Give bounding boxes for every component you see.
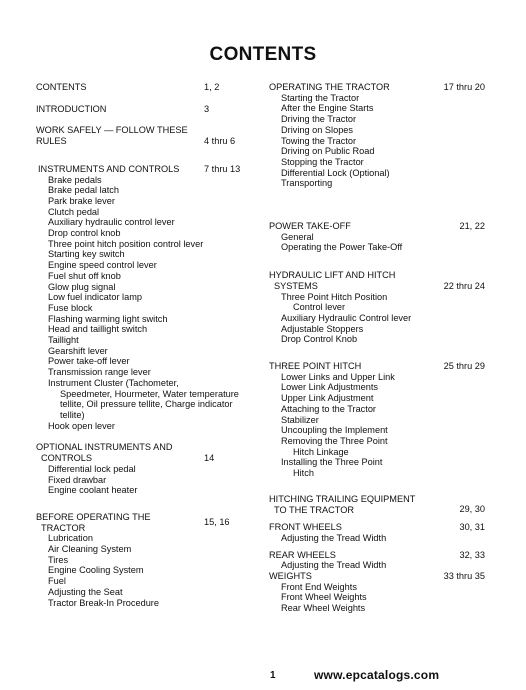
toc-subitem-cont: Hitch [293, 468, 314, 479]
toc-pages: 14 [204, 453, 215, 464]
toc-subitem: Drop control knob [48, 228, 121, 239]
toc-subitem: Lower Links and Upper Link [281, 371, 395, 382]
toc-subitem: Removing the Three Point [281, 435, 388, 446]
toc-pages: 25 thru 29 [443, 361, 485, 372]
toc-subitems [48, 533, 262, 608]
toc-subitem: Head and taillight switch [48, 324, 148, 335]
toc-subitem: Lubrication [48, 533, 93, 544]
toc-subitem: Front Wheel Weights [281, 592, 367, 603]
toc-heading: HYDRAULIC LIFT AND HITCH [269, 270, 396, 281]
toc-heading: CONTENTS [36, 82, 87, 92]
toc-subitem: Fuel [48, 576, 66, 587]
toc-subitem: Power take-off lever [48, 356, 130, 367]
toc-pages: 30, 31 [459, 522, 485, 533]
toc-subitem: Operating the Power Take-Off [281, 242, 403, 253]
toc-subitems [281, 533, 491, 544]
toc-subitem: Adjusting the Seat [48, 586, 123, 597]
toc-entry-hydraulic [269, 270, 491, 345]
toc-subitem: Engine coolant heater [48, 485, 138, 496]
toc-subitem: Flashing warming light switch [48, 313, 168, 324]
toc-subitem: Three point hitch position control lever [48, 238, 204, 249]
toc-pages: 33 thru 35 [443, 571, 485, 582]
toc-subitem: Upper Link Adjustment [281, 393, 374, 404]
toc-subitems [48, 464, 262, 496]
toc-heading: BEFORE OPERATING THE [36, 511, 151, 522]
toc-subitem: Park brake lever [48, 195, 115, 206]
toc-subitem: Driving the Tractor [281, 114, 357, 125]
toc-subitem: Engine Cooling System [48, 565, 144, 576]
toc-heading-cont: TO THE TRACTOR [274, 504, 354, 515]
toc-subitem: Starting key switch [48, 249, 125, 260]
toc-entry-contents [36, 82, 262, 93]
toc-subitem: Transmission range lever [48, 367, 151, 378]
toc-entry-rear-wheels [269, 550, 491, 571]
toc-subitems [281, 93, 491, 189]
toc-subitems [281, 232, 491, 253]
toc-entry-operating [269, 82, 491, 189]
toc-pages: 22 thru 24 [443, 280, 485, 291]
toc-subitem: Tires [48, 554, 69, 565]
toc-heading: INTRODUCTION [36, 103, 107, 114]
toc-entry-hitching [269, 494, 491, 515]
toc-entry-introduction [36, 104, 262, 115]
toc-subitem-cont: Control lever [293, 302, 346, 313]
toc-entry-before-operating [36, 512, 262, 608]
toc-subitem: Stabilizer [281, 414, 319, 425]
toc-heading: THREE POINT HITCH [269, 361, 362, 372]
toc-heading: POWER TAKE-OFF [269, 221, 351, 232]
toc-subitems [48, 175, 262, 432]
toc-subitem: Installing the Three Point [281, 457, 383, 468]
toc-subitem: Lower Link Adjustments [281, 382, 379, 393]
toc-heading: REAR WHEELS [269, 549, 336, 560]
toc-subitem: Low fuel indicator lamp [48, 292, 142, 303]
toc-pages: 32, 33 [459, 549, 485, 560]
toc-subitem: Gearshift lever [48, 345, 108, 356]
toc-pages: 29, 30 [459, 504, 485, 515]
toc-subitem: Instrument Cluster (Tachometer, [48, 377, 179, 388]
toc-subitem: Auxiliary hydraulic control lever [48, 217, 175, 228]
toc-subitem: After the Engine Starts [281, 103, 374, 114]
toc-subitem: Transporting [281, 178, 333, 189]
toc-subitem: Brake pedals [48, 174, 102, 185]
toc-heading: OPTIONAL INSTRUMENTS AND [36, 442, 173, 453]
toc-subitem: Adjusting the Tread Width [281, 532, 387, 543]
toc-entry-work-safely [36, 125, 262, 146]
toc-pages: 1, 2 [204, 82, 220, 92]
toc-subitem: Starting the Tractor [281, 92, 360, 103]
toc-subitem: Differential lock pedal [48, 463, 136, 474]
toc-heading-cont: RULES [36, 136, 67, 147]
toc-subitem: Differential Lock (Optional) [281, 167, 390, 178]
toc-pages: 21, 22 [459, 221, 485, 232]
toc-subitem: Uncoupling the Implement [281, 425, 388, 436]
toc-pages: 7 thru 13 [204, 163, 241, 174]
toc-subitem-cont: tellite) [60, 409, 85, 420]
toc-entry-optional [36, 442, 262, 496]
toc-subitem: Drop Control Knob [281, 334, 358, 345]
toc-heading: WEIGHTS [269, 571, 312, 582]
toc-subitem: Fuel shut off knob [48, 270, 121, 281]
toc-subitem: Clutch pedal [48, 206, 100, 217]
watermark-url: www.epcatalogs.com [314, 668, 440, 682]
toc-subitem: Stopping the Tractor [281, 156, 364, 167]
toc-subitem: Towing the Tractor [281, 135, 357, 146]
page-number: 1 [270, 670, 276, 681]
toc-pages: 4 thru 6 [204, 136, 236, 147]
toc-entry-pto [269, 221, 491, 253]
toc-subitem: Fixed drawbar [48, 474, 107, 485]
toc-subitem: General [281, 231, 314, 242]
toc-subitem: Driving on Slopes [281, 124, 354, 135]
toc-subitem: Hook open lever [48, 420, 115, 431]
toc-subitem-cont: tellite, Oil pressure tellite, Charge indicator [60, 399, 233, 410]
toc-heading-cont: CONTROLS [41, 453, 93, 464]
toc-entry-three-point [269, 361, 491, 479]
page-title: CONTENTS [209, 44, 317, 65]
toc-heading: HITCHING TRAILING EQUIPMENT [269, 493, 416, 504]
toc-heading: FRONT WHEELS [269, 522, 342, 533]
toc-subitem: Auxiliary Hydraulic Control lever [281, 312, 412, 323]
toc-heading-cont: TRACTOR [41, 522, 86, 533]
toc-entry-front-wheels [269, 522, 491, 543]
toc-entry-weights [269, 571, 491, 614]
toc-heading: INSTRUMENTS AND CONTROLS [38, 163, 180, 174]
toc-subitems [281, 372, 491, 479]
toc-subitems [281, 582, 491, 614]
toc-heading-cont: SYSTEMS [274, 280, 318, 291]
toc-heading: OPERATING THE TRACTOR [269, 82, 390, 92]
toc-pages: 15, 16 [204, 516, 230, 527]
toc-subitem: Adjusting the Tread Width [281, 560, 387, 571]
toc-subitems [281, 560, 491, 571]
toc-pages: 17 thru 20 [443, 82, 485, 92]
toc-subitem: Front End Weights [281, 581, 357, 592]
toc-subitem: Engine speed control lever [48, 260, 157, 271]
toc-subitem: Fuse block [48, 302, 93, 313]
toc-subitem: Three Point Hitch Position [281, 291, 388, 302]
toc-subitem: Adjustable Stoppers [281, 323, 364, 334]
toc-subitem: Glow plug signal [48, 281, 116, 292]
toc-subitems [281, 292, 491, 346]
toc-subitem-cont: Hitch Linkage [293, 446, 349, 457]
toc-subitem: Driving on Public Road [281, 146, 375, 157]
toc-subitem: Tractor Break-In Procedure [48, 597, 159, 608]
toc-subitem: Taillight [48, 335, 79, 346]
toc-subitem-cont: Speedmeter, Hourmeter, Water temperature [60, 388, 239, 399]
toc-pages: 3 [204, 103, 210, 114]
toc-subitem: Brake pedal latch [48, 185, 119, 196]
toc-left-column [36, 82, 262, 608]
toc-subitem: Attaching to the Tractor [281, 403, 376, 414]
toc-entry-instruments [36, 164, 262, 432]
toc-subitem: Air Cleaning System [48, 544, 132, 555]
toc-heading: WORK SAFELY — FOLLOW THESE [36, 125, 188, 136]
toc-right-column [269, 82, 491, 614]
toc-subitem: Rear Wheel Weights [281, 603, 366, 614]
